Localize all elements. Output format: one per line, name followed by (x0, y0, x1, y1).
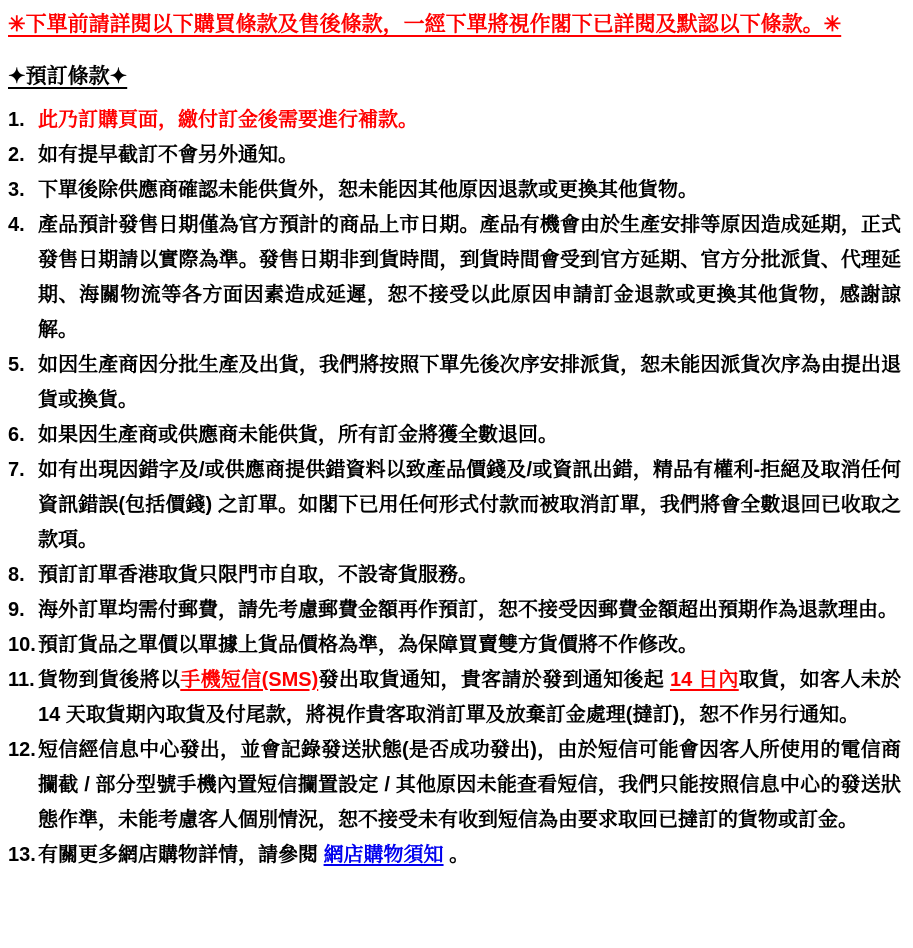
term-segment: 如因生產商因分批生產及出貨，我們將按照下單先後次序安排派貨，恕未能因派貨次序為由提出退貨或換貨。 (38, 354, 901, 411)
term-number: 1. (8, 109, 25, 131)
term-text (38, 669, 901, 726)
section-title-pre-order-terms: ✦預訂條款✦ (8, 65, 128, 88)
term-item-3 (8, 173, 901, 208)
term-segment: 取貨，如客人未於 14 天取貨期內取貨及付尾款，將視作貴客取消訂單及放棄訂金處理(撻訂)，恕不作另行通知。 (38, 669, 902, 726)
terms-list (8, 103, 901, 873)
term-segment: 產品預計發售日期僅為官方預計的商品上市日期。產品有機會由於生產安排等原因造成延期，正式發售日期請以實際為準。發售日期非到貨時間，到貨時間會受到官方延期、官方分批派貨、代理延期、海關物流等各方面因素造成延遲，恕不接受以此原因申請訂金退款或更換其他貨物，感謝諒解。 (38, 214, 901, 341)
term-segment: 海外訂單均需付郵費，請先考慮郵費金額再作預訂，恕不接受因郵費金額超出預期作為退款理由。 (38, 599, 898, 621)
term-number: 5. (8, 354, 25, 376)
term-number: 10. (8, 634, 36, 656)
term-segment: 短信經信息中心發出，並會記錄發送狀態(是否成功發出)，由於短信可能會因客人所使用的電信商攔截 / 部分型號手機內置短信攔置設定 / 其他原因未能查看短信，我們只能按照信息中心的發送狀態作準，未能考慮客人個別情況，恕不接受未有收到短信為由要求取回已撻訂的貨物或訂金。 (38, 739, 901, 831)
term-item-9 (8, 593, 901, 628)
term-number: 4. (8, 214, 25, 236)
term-segment: 預訂訂單香港取貨只限門市自取，不設寄貨服務。 (38, 564, 478, 586)
term-number: 13. (8, 844, 36, 866)
term-segment-red-underline: 手機短信(SMS) (180, 669, 319, 691)
term-number: 9. (8, 599, 25, 621)
term-item-2 (8, 138, 901, 173)
term-text (38, 739, 901, 831)
term-item-7 (8, 453, 901, 558)
term-text (38, 634, 698, 656)
term-item-13 (8, 838, 901, 873)
term-text (38, 599, 898, 621)
term-number: 7. (8, 459, 25, 481)
term-text (38, 459, 901, 551)
term-number: 2. (8, 144, 25, 166)
term-text (38, 179, 698, 201)
term-number: 8. (8, 564, 25, 586)
term-number: 11. (8, 669, 35, 691)
term-item-5 (8, 348, 901, 418)
store-shopping-guide-link[interactable]: 網店購物須知 (323, 844, 444, 866)
term-item-8 (8, 558, 901, 593)
term-text (38, 564, 478, 586)
term-segment-red: 此乃訂購頁面，繳付訂金後需要進行補款。 (38, 109, 418, 131)
term-text (38, 354, 901, 411)
term-segment: 如有提早截訂不會另外通知。 (38, 144, 298, 166)
term-number: 6. (8, 424, 25, 446)
term-item-1 (8, 103, 901, 138)
term-segment: 如有出現因錯字及/或供應商提供錯資料以致產品價錢及/或資訊出錯，精品有權利-拒絕及取消任何資訊錯誤(包括價錢) 之訂單。如閣下已用任何形式付款而被取消訂單，我們將會全數退回已收取之款項。 (38, 459, 901, 551)
term-text (38, 844, 469, 866)
pre-order-warning-banner: ✳下單前請詳閱以下購買條款及售後條款，一經下單將視作閣下已詳閱及默認以下條款。✳ (8, 13, 842, 36)
term-number: 3. (8, 179, 25, 201)
term-segment: 預訂貨品之單價以單據上貨品價格為準，為保障買賣雙方貨價將不作修改。 (38, 634, 698, 656)
term-text (38, 109, 418, 131)
term-number: 12. (8, 739, 36, 761)
term-segment: 。 (443, 844, 470, 866)
term-text (38, 144, 298, 166)
term-text (38, 214, 901, 341)
term-item-4 (8, 208, 901, 348)
term-item-6 (8, 418, 901, 453)
term-segment: 貨物到貨後將以 (38, 669, 181, 691)
term-item-11 (8, 663, 901, 733)
term-segment: 發出取貨通知，貴客請於發到通知後起 (318, 669, 670, 691)
term-text (38, 424, 558, 446)
term-item-12 (8, 733, 901, 838)
term-segment: 有關更多網店購物詳情，請參閱 (38, 844, 324, 866)
term-segment-red-underline: 14 日內 (669, 669, 739, 691)
term-segment: 如果因生產商或供應商未能供貨，所有訂金將獲全數退回。 (38, 424, 558, 446)
term-item-10 (8, 628, 901, 663)
term-segment: 下單後除供應商確認未能供貨外，恕未能因其他原因退款或更換其他貨物。 (38, 179, 698, 201)
